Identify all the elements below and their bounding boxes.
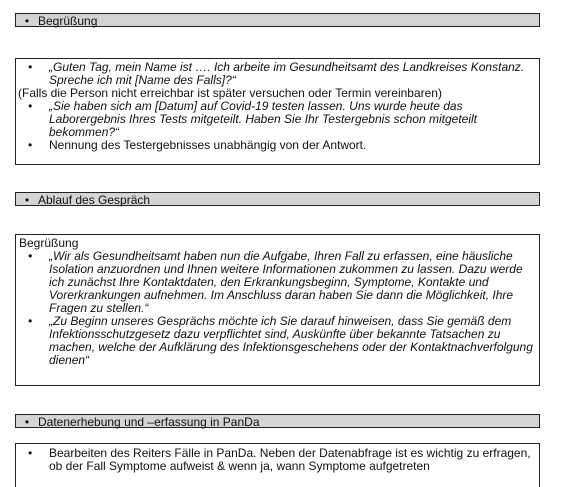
box-title: Begrüßung — [19, 236, 79, 250]
list-item: • „Guten Tag, mein Name ist …. Ich arbeite im Gesundheitsamt des Landkreises Konstanz. Spreche ich mit [Name des Falls]?“ — [28, 60, 525, 87]
section-header-begruessung — [15, 13, 540, 27]
data-collection-list — [16, 447, 539, 473]
section-title: Begrüßung — [38, 14, 98, 28]
list-item: • Bearbeiten des Reiters Fälle in PanDa. Neben der Datenabfrage ist es wichtig zu erfragen, ob der Fall Symptome aufweist & wenn ja, wann Symptome aufgetreten — [28, 446, 531, 473]
procedure-list — [16, 250, 539, 367]
list-item: • Nennung des Testergebnisses unabhängig von der Antwort. — [28, 138, 367, 152]
list-item: • „Zu Beginn unseres Gesprächs möchte ich Sie darauf hinweisen, dass Sie gemäß dem Infektionsschutzgesetz dazu verpflichtet sind, Auskünfte über bekannte Tatsachen zu machen, welche der Aufklärung des Infektionsgeschehens oder der Kontaktnachverfolgung dienen“ — [28, 314, 533, 367]
section-header-ablauf — [15, 192, 540, 206]
data-collection-box — [15, 443, 540, 487]
section-header-datenerhebung — [15, 414, 540, 428]
bullet: • — [24, 193, 30, 207]
unreachable-note: (Falls die Person nicht erreichbar ist später versuchen oder Termin vereinbaren) — [18, 86, 442, 100]
greeting-script-box — [15, 58, 540, 165]
bullet: • — [24, 415, 30, 429]
bullet: • — [24, 14, 30, 28]
list-item: • „Sie haben sich am [Datum] auf Covid-19 testen lassen. Uns wurde heute das Laborergebnis Ihres Tests mitgeteilt. Haben Sie Ihr Testergebnis schon mitgeteilt bekommen?“ — [28, 99, 478, 139]
greeting-list — [16, 61, 539, 87]
procedure-box — [15, 234, 540, 386]
section-title: Datenerhebung und –erfassung in PanDa — [38, 415, 260, 429]
greeting-list-2 — [16, 100, 539, 152]
list-item: • „Wir als Gesundheitsamt haben nun die Aufgabe, Ihren Fall zu erfassen, eine häusliche Isolation anzuordnen und Ihnen weitere Informationen zukommen zu lassen. Dazu werde ich zunächst Ihre Kontaktdaten, den Erkrankungsbeginn, Symptome, Kontakte und Vorerkrankungen aufnehmen. Im Anschluss daran haben Sie dann die Möglichkeit, Ihre Fragen zu stellen.“ — [28, 249, 523, 315]
section-title: Ablauf des Gespräch — [38, 193, 151, 207]
